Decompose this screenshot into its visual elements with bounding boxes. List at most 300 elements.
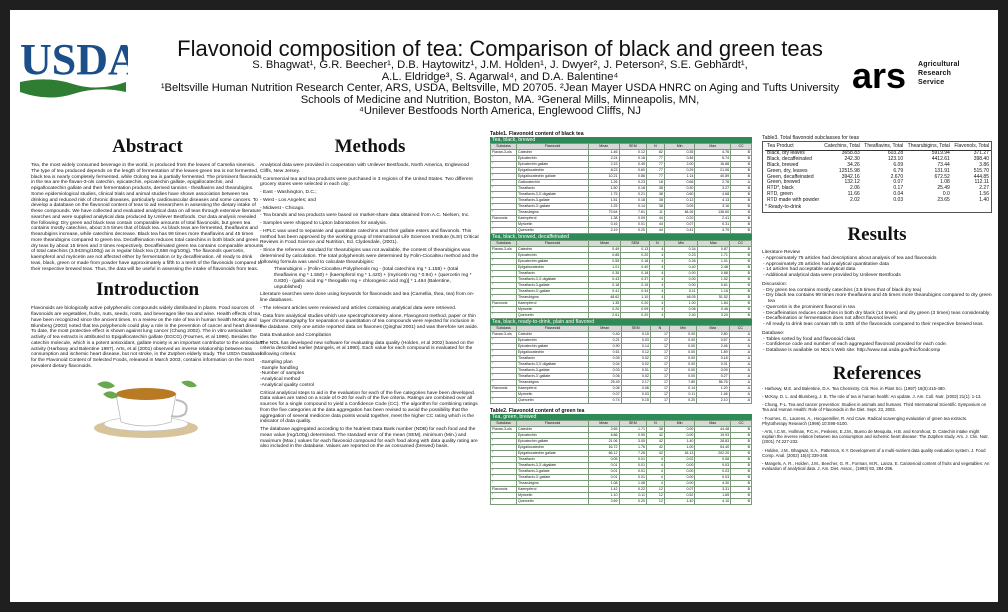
table-cell: B [729, 253, 751, 259]
table-cell: 0.46 [697, 307, 729, 313]
table-cell: 10.21 [589, 174, 620, 180]
column-header: Min [664, 421, 695, 427]
table-cell: A [729, 386, 751, 392]
table-cell: B [731, 439, 752, 445]
table-cell: 38 [647, 198, 665, 204]
table3 [765, 144, 991, 204]
table-cell: 0.29 [664, 168, 695, 174]
table-cell: 6.74 [695, 156, 731, 162]
table-cell: 0.16 [589, 222, 620, 228]
table-cell: 42 [647, 445, 665, 451]
table-cell: 4 [650, 265, 665, 271]
table-cell: 1.46 [697, 392, 730, 398]
table-cell: 0.49 [589, 247, 621, 253]
column-header: Mean [589, 421, 620, 427]
table-cell: 4.68 [695, 192, 731, 198]
table-cell: 17 [650, 392, 669, 398]
reference-item: - Mangels, A. R., Holden, J.M., Beecher, G. R., Forman, M.R., Lanza, E. Carotenoid content of fruits and vegetables: An evaluation of analytical data. J. Am. Diet. Assoc., (1993) 93, 284-296. [762, 461, 990, 472]
table-cell: B [731, 499, 752, 505]
data-table [490, 420, 752, 505]
table-cell: B [731, 216, 752, 222]
table-cell: 4 [650, 247, 665, 253]
column-header: Subclass [491, 326, 517, 332]
table-cell: 4.76 [695, 150, 731, 156]
table-cell: 0.01 [621, 368, 650, 374]
column-header: Max [697, 241, 729, 247]
table-cell: 0.00 [664, 481, 695, 487]
table-cell: 66.12 [589, 451, 620, 457]
affiliation-line-3: ⁴Unilever Bestfoods North America, Englewood Cliffs, NJ [359, 105, 641, 118]
table-cell: 1.01 [589, 265, 621, 271]
table-cell: 7.80 [669, 380, 696, 386]
table-cell: 0.06 [589, 386, 622, 392]
table-cell: 0.03 [621, 338, 650, 344]
table3-cell: 3942.16 [841, 173, 860, 180]
table-cell: 0.01 [589, 463, 620, 469]
table3-column-header: Tea Product [765, 144, 822, 150]
methods-paragraph: - Tea brands and tea products were based on market-share data obtained from A.C. Nielsen, Inc. [260, 213, 470, 219]
table3-column-header: Flavonols, Total [952, 144, 991, 150]
table-cell: 0.20 [619, 499, 646, 505]
table-cell: 1.10 [589, 493, 620, 499]
table-cell: 1.75 [589, 192, 620, 198]
table-cell: 0.85 [589, 253, 621, 259]
table-cell: 38 [647, 204, 665, 210]
table-cell: B [731, 204, 752, 210]
table-cell: B [731, 487, 752, 493]
table-cell: 0.14 [621, 344, 650, 350]
table-cell: 202.20 [695, 451, 731, 457]
results-bullet: - All ready to drink teas contain 5th to 10th of the flavonoids compared to their respective brewed teas. [763, 322, 984, 328]
reference-item: - Chung, F-L. Tea and cancer prevention: Studies in animals and humans. Third International Scientific Symposium on Tea and Human Health: Role of Flavonoids in the Diet. Sept. 23, 2002. [762, 402, 987, 413]
table-cell: 1.46 [589, 150, 620, 156]
table-cell: " [491, 469, 517, 475]
table-cell: Epicatechin gallate [517, 259, 589, 265]
table-cell: " [491, 210, 517, 216]
table-cell: Theaflavin-3'-gallate [517, 289, 589, 295]
table-cell: 25.49 [589, 380, 622, 386]
table-cell: Flavonols [491, 386, 517, 392]
table-cell: 0.12 [664, 198, 695, 204]
reference-item: - Holden, J.M., Bhagwat, S.A., Patterson, K.Y. Development of a multi-nutrient data quality evaluation system. J. Food Comp. Anal. (2002) 15(4):339-348. [762, 447, 986, 458]
table-cell: 17 [650, 362, 669, 368]
table-cell: 17 [650, 332, 669, 338]
table3-cell: 2.670 [890, 173, 904, 180]
table3-cell: 515.70 [973, 167, 989, 174]
column-header: N [650, 326, 669, 332]
table-cell: " [491, 433, 517, 439]
table-cell: 0.02 [621, 374, 650, 380]
table-cell: Theaflavin [517, 186, 589, 192]
table-cell: 0.04 [589, 362, 622, 368]
table-cell: A [729, 344, 751, 350]
table-cell: 0.20 [621, 301, 650, 307]
table-cell: A [729, 392, 751, 398]
table-cell: B [731, 475, 752, 481]
table-cell: 4 [650, 301, 665, 307]
table3-cell: RTD, green [767, 191, 793, 198]
table-cell: " [491, 439, 517, 445]
table-cell: B [731, 192, 752, 198]
table-cell: " [491, 259, 517, 265]
table-cell: 1.84 [697, 301, 729, 307]
table-cell: Quercetin [517, 499, 589, 505]
reference-item: - McKay, D. L. and Blumberg, J. B. The role of tea in human health: An update. J. Am. Coll. Nutr. (2002) 21(1): 1-13. [762, 394, 982, 400]
table-cell: 0.13 [621, 247, 650, 253]
table-cell: 0.06 [589, 374, 622, 380]
table-cell: 0.26 [665, 259, 697, 265]
results-bullet: - Approximately 25 articles had analytical quantitative data [763, 261, 889, 267]
table-cell: " [491, 192, 517, 198]
table-cell: 0.14 [619, 204, 646, 210]
table-cell: 1.01 [697, 259, 729, 265]
results-bullet: - Approximately 75 articles had descriptions about analysis of tea and flavonoids [763, 255, 937, 261]
results-bullet: - Quercetin is the prominent flavonol in tea [763, 304, 855, 310]
methods-paragraph: Thearubigins = [Folin-Ciocalteu Polyphenols mg - (total catechins mg * 1.158) + (total theaflavins mg * 1.550) + (kaempferol mg * 1.420) + (myricetin mg * 0.94) + (quercetin mg * 0.830) - (gallic acid mg * theogallin mg + chlorogenic acid mg)] * 1.464 (Balentine, unpublished) [274, 267, 472, 290]
table-cell: 0.05 [589, 356, 622, 362]
table-cell: B [731, 150, 752, 156]
table-cell: 1.76 [619, 445, 646, 451]
methods-paragraph: - West - Los Angeles; and [260, 197, 316, 203]
table-cell: 0.00 [664, 475, 695, 481]
table-cell: Quercetin [517, 398, 589, 404]
table3-cell: 2.02 [850, 197, 860, 204]
table-cell: Theaflavin-3'-gallate [517, 374, 589, 380]
table-cell: " [491, 368, 517, 374]
table-cell: 1.38 [589, 216, 620, 222]
table-cell: 0.00 [669, 350, 696, 356]
table-cell: 19.93 [695, 433, 731, 439]
column-header: CC [729, 241, 751, 247]
table-cell: 0.15 [621, 398, 650, 404]
table-cell: 0.74 [589, 398, 622, 404]
table-cell: B [729, 277, 751, 283]
table-cell: 2.17 [621, 380, 650, 386]
introduction-text: Flavonoids are biologically active polyphenolic compounds widely distributed in plants. Food sources of flavonoids are vegetables, fruits, nuts, seeds, roots, and beverages like tea and wine. Health effects of tea have been recognized since the ancient times. In a review on the role of tea in human health McKay and Blumberg (2002) noted that tea polyphenols could play a role in the prevention of cancer and heart disease. To date, the most protective effect is shown against lung cancer (Chung 2002). The in vitro antioxidant activity of tea extracts is attributed to Epigallocatechin gallate (EGCG) (Fournes, et al 1996). Besides the catechin molecule, which is a potent antioxidant, gallate moiety is an important contributor to the antioxidant activity (Harbowy and Balentine 1997). Arts, et al (2001) observed an inverse relationship between tea consumption and ischemic heart disease, but not stroke, in the Zutphen elderly study. The USDA Database for the Flavonoid Content of Selected Foods, released in March 2003, contains information on the most prevalent dietary flavonoids. [31, 306, 264, 369]
ars-caption-line: Agricultural [918, 61, 960, 68]
table-cell: 1.10 [621, 295, 650, 301]
references-list [762, 386, 992, 472]
table-cell: Thearubigins [517, 380, 589, 386]
table3-cell: 242.30 [844, 155, 860, 162]
table-cell: 0.57 [697, 338, 730, 344]
column-header: SEM [621, 326, 650, 332]
table-cell: 0.90 [589, 344, 622, 350]
ars-logo-text: ars [852, 55, 907, 94]
table-cell: 0.07 [589, 392, 622, 398]
table-cell: Thearubigins [517, 481, 589, 487]
poster [10, 10, 998, 602]
ars-caption-line: Research [918, 70, 952, 77]
table-cell: 28.83 [695, 439, 731, 445]
table-cell: 38 [647, 427, 665, 433]
column-header: CC [731, 421, 752, 427]
table-cell: 1.26 [589, 180, 620, 186]
table-cell: 0.03 [695, 469, 731, 475]
table-cell: Epicatechin [517, 433, 589, 439]
table-cell: 4 [650, 283, 665, 289]
table-cell: 77 [647, 174, 665, 180]
table3-cell: 3.86 [979, 161, 989, 168]
table-cell: 0.14 [669, 386, 696, 392]
column-header: Max [695, 421, 731, 427]
affiliation-line-1: ¹Beltsville Human Nutrition Research Center, ARS, USDA, Beltsville, MD 20705. ²Jean Mayer USDA HNRC on Aging and Tufts University [160, 82, 840, 95]
table-cell: 0.01 [619, 222, 646, 228]
table-cell: 0.41 [664, 228, 695, 234]
table-cell: 1.00 [664, 445, 695, 451]
table-cell: 1.50 [589, 186, 620, 192]
results-body [762, 250, 992, 354]
table-cell: 0.00 [669, 374, 696, 380]
table-cell: A [729, 398, 751, 404]
table-cell: 42 [647, 451, 665, 457]
column-methods [260, 135, 480, 452]
table-cell: 4 [647, 463, 665, 469]
table-cell: " [491, 289, 517, 295]
table-cell: 0.11 [619, 493, 646, 499]
table-cell: 0.20 [664, 216, 695, 222]
table3-cell: 2.27 [979, 185, 989, 192]
table-cell: " [491, 457, 517, 463]
table-cell: 2.80 [697, 332, 730, 338]
table3-cell: 6.79 [893, 167, 904, 174]
table-cell: 0.23 [665, 253, 697, 259]
methods-paragraph: Literature searches were done using keywords for flavonoids and tea (Camellia, thea, tea) from on-line databases. [260, 292, 475, 303]
table-cell: A [729, 338, 751, 344]
table-cell: " [491, 295, 517, 301]
column-header: Flavonoid [517, 326, 589, 332]
table-cell: 21.06 [695, 168, 731, 174]
table-cell: 0.61 [697, 283, 729, 289]
table1 [490, 137, 750, 404]
table-cell: 0.03 [621, 392, 650, 398]
table-cell: 0.55 [589, 259, 621, 265]
table-cell: Catechin [517, 332, 589, 338]
table-cell: 0.02 [621, 362, 650, 368]
methods-paragraph: Analytical data were provided in cooperation with Unilever Bestfoods, North America, Englewood Cliffs, New Jersey. [260, 163, 470, 174]
table-cell: B [731, 228, 752, 234]
table-row [491, 398, 752, 404]
table-cell: B [731, 186, 752, 192]
table-cell: 0.45 [619, 162, 646, 168]
table-cell: 1.16 [697, 289, 729, 295]
table-cell: 2.10 [697, 398, 730, 404]
table-cell: 0.15 [621, 283, 650, 289]
table3-cell: 5919.94 [931, 149, 950, 156]
table-cell: B [731, 445, 752, 451]
table3-cell: Green, brewed [767, 179, 801, 186]
results-bullet: - Decaffeination reduces catechins in both dry black (14 times) and dry green (3 times) teas considerably [763, 310, 990, 316]
table-cell: Theaflavin-3,3'-digallate [517, 192, 589, 198]
table-cell: 4 [650, 277, 665, 283]
authors-line-2: A.L. Eldridge³, S. Agarwal⁴, and D.A. Balentine⁴ [381, 70, 619, 83]
table-cell: Epicatechin gallate [517, 439, 589, 445]
table-cell: 1.51 [589, 198, 620, 204]
table-cell: Myricetin [517, 222, 589, 228]
table-cell: 0.20 [589, 307, 621, 313]
table-cell: 0.60 [664, 192, 695, 198]
table-section-title: Tea, black, ready-to-drink, plain and flavored [490, 319, 752, 325]
table-cell: 0.03 [589, 368, 622, 374]
table-cell: B [731, 427, 752, 433]
column-header: Subclass [491, 241, 517, 247]
table-cell: 0.20 [669, 398, 696, 404]
column-header: Mean [589, 144, 620, 150]
table-cell: 0.00 [669, 338, 696, 344]
table-cell: 48.62 [589, 295, 621, 301]
table-cell: B [731, 210, 752, 216]
table-cell: 0.00 [664, 427, 695, 433]
table-cell: 4.10 [695, 499, 731, 505]
table-cell: 0.40 [589, 332, 622, 338]
table-cell: 2.61 [589, 313, 621, 319]
table-cell: 0.11 [669, 392, 696, 398]
column-tables [490, 131, 750, 505]
table-cell: " [491, 228, 517, 234]
column-header: Flavonoid [517, 144, 589, 150]
table-cell: " [491, 271, 517, 277]
table3-cell: Black, decaffeinated [767, 155, 812, 162]
table-cell: 0.20 [621, 253, 650, 259]
table-cell: 16.88 [695, 162, 731, 168]
table-cell: 1.35 [589, 301, 621, 307]
table-row [491, 228, 752, 234]
table-cell: 6.86 [589, 433, 620, 439]
results-bullet: - Confidence code and number of each aggregated flavonoid provided for each code. [763, 342, 948, 348]
table-cell: B [729, 247, 751, 253]
table-cell: 0.90 [619, 433, 646, 439]
table3-cell: 112.11 [974, 179, 989, 186]
table3-cell: 34.26 [847, 161, 860, 168]
table-cell: 2.65 [589, 427, 620, 433]
table-cell: 1.71 [697, 253, 729, 259]
table-cell: A [729, 332, 751, 338]
table-cell: B [731, 433, 752, 439]
methods-paragraph: The NDL has developed new software for evaluating data quality (Holden, et al 2002) based on the criteria described earlier (Mangels, et al 1990). Each value for each compound is evaluated for the following criteria: [260, 340, 474, 357]
table-section-title: Tea, black, brewed, decaffeinated [490, 234, 752, 240]
table-cell: Theaflavin-3,3'-digallate [517, 362, 589, 368]
table3-cell: Black, dry leaves [767, 149, 805, 156]
table-cell: " [491, 198, 517, 204]
table-cell: " [491, 392, 517, 398]
table3-cell: 1.08 [940, 179, 950, 186]
table-cell: 17 [650, 344, 669, 350]
table-cell: Epigallocatechin [517, 265, 589, 271]
table-cell: 4 [650, 289, 665, 295]
table-row [491, 313, 752, 319]
table-cell: B [731, 198, 752, 204]
table-cell: B [731, 222, 752, 228]
table-cell: " [491, 481, 517, 487]
usda-logo-text: USDA [20, 35, 128, 84]
table3-cell: 1.56 [979, 191, 989, 198]
column-header: Mean [589, 241, 621, 247]
table3-cell: 398.40 [973, 155, 989, 162]
table-cell: 0.00 [665, 271, 697, 277]
table-cell: 0.01 [619, 457, 646, 463]
table-cell: " [491, 374, 517, 380]
table-cell: 44.48 [695, 427, 731, 433]
table-cell: " [491, 338, 517, 344]
table-cell: 0.46 [664, 156, 695, 162]
methods-heading: Methods [334, 136, 406, 157]
column-header: Subclass [491, 144, 517, 150]
table-cell: 0.60 [619, 168, 646, 174]
methods-paragraph: - East - Washington, D.C.; [260, 190, 317, 195]
table3-cell: 12515.98 [838, 167, 860, 174]
table-cell: 0.34 [621, 289, 650, 295]
table-cell: " [491, 222, 517, 228]
authors-line-1: S. Bhagwat¹, G.R. Beecher¹, D.B. Haytowitz¹, J.M. Holden¹, J. Dwyer², J. Peterson², S.E. Gebhardt¹, [252, 59, 748, 71]
table-cell: 0.08 [695, 457, 731, 463]
table-cell: 2.46 [697, 344, 730, 350]
table-cell: 3.16 [695, 204, 731, 210]
column-header: N [650, 241, 665, 247]
table3-cell: Black, brewed [767, 161, 799, 168]
table-cell: 0.41 [589, 289, 621, 295]
table-cell: 0.20 [619, 228, 646, 234]
table2-caption: Table2. Flavonoid content of green tea [490, 408, 585, 414]
table-cell: Theaflavin-3'-gallate [517, 475, 589, 481]
table-cell: 0.01 [619, 475, 646, 481]
table-cell: 4 [650, 271, 665, 277]
table-cell: 136.60 [695, 210, 731, 216]
table-cell: " [491, 186, 517, 192]
table-cell: 0.88 [697, 271, 729, 277]
table3-cell: 73.44 [937, 161, 950, 168]
table-cell: " [491, 445, 517, 451]
table-cell: 7.61 [619, 210, 646, 216]
table-cell: 0.07 [664, 222, 695, 228]
table-cell: B [729, 307, 751, 313]
table3-cell: 3658.83 [841, 149, 860, 156]
table-cell: Flavonols [491, 301, 517, 307]
table-cell: Gallocatechin [517, 180, 589, 186]
table-cell: 0.02 [621, 356, 650, 362]
table-cell: B [731, 174, 752, 180]
column-header: N [647, 144, 665, 150]
table-cell: 44 [647, 228, 665, 234]
table-cell: Theaflavin [517, 271, 589, 277]
table-cell: 56.76 [697, 380, 730, 386]
table-cell: 0.21 [589, 338, 622, 344]
table-cell: Kaempferol [517, 301, 589, 307]
column-header: CC [729, 326, 751, 332]
table-cell: 4.30 [695, 481, 731, 487]
table-cell: Flavan-3-ols [491, 427, 517, 433]
table3-cell: 371.27 [973, 149, 989, 156]
review-title: Literature Review [762, 250, 801, 256]
table-cell: 17 [650, 338, 669, 344]
column-header: CC [731, 144, 752, 150]
table-cell: 17 [650, 398, 669, 404]
table-cell: 4 [647, 481, 665, 487]
table-cell: 0.12 [619, 150, 646, 156]
table-cell: Catechin [517, 247, 589, 253]
review-list [762, 256, 992, 279]
table-cell: B [731, 162, 752, 168]
table-cell: A [729, 368, 751, 374]
table-cell: 0.09 [621, 307, 650, 313]
table-cell: 0.06 [665, 307, 697, 313]
table-cell: Flavonols [491, 216, 517, 222]
discussion-list [762, 288, 992, 328]
table-cell: Epigallocatechin [517, 350, 589, 356]
table-cell: 0.20 [621, 313, 650, 319]
table3-cell: 6.09 [893, 161, 904, 168]
table-cell: 0.86 [619, 174, 646, 180]
table-cell: " [491, 493, 517, 499]
